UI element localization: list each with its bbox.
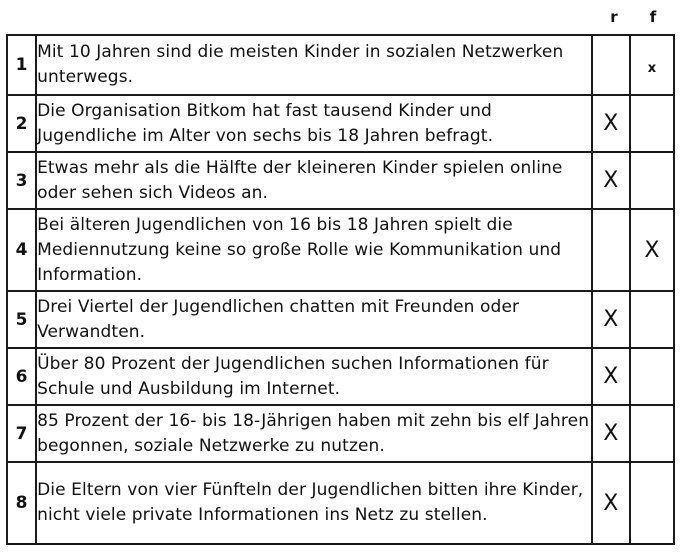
statement-text: Die Organisation Bitkom hat fast tausend Kinder und Jugendliche im Alter von sechs bis 18 Jahren befragt. [36, 95, 592, 152]
richtig-cell[interactable]: X [592, 291, 630, 348]
richtig-cell[interactable]: X [592, 348, 630, 405]
row-number: 6 [7, 348, 36, 405]
richtig-cell[interactable] [592, 209, 630, 291]
falsch-cell[interactable] [630, 405, 674, 462]
richtig-cell[interactable]: X [592, 152, 630, 209]
table-row [7, 209, 674, 291]
table-row [7, 462, 674, 544]
table-row [7, 95, 674, 152]
table-row [7, 405, 674, 462]
column-header-r: r [610, 8, 618, 26]
falsch-mark: x [647, 60, 657, 76]
row-number: 4 [7, 209, 36, 291]
row-number: 2 [7, 95, 36, 152]
statement-text: Die Eltern von vier Fünfteln der Jugendlichen bitten ihre Kinder, nicht viele private Informationen ins Netz zu stellen. [36, 462, 592, 544]
falsch-cell[interactable] [630, 291, 674, 348]
statement-text: Über 80 Prozent der Jugendlichen suchen Informationen für Schule und Ausbildung im Internet. [36, 348, 592, 405]
statement-text: Bei älteren Jugendlichen von 16 bis 18 Jahren spielt die Mediennutzung keine so große Rolle wie Kommunikation und Information. [36, 209, 592, 291]
row-number: 7 [7, 405, 36, 462]
richtig-cell[interactable]: X [592, 405, 630, 462]
falsch-cell[interactable]: X [630, 209, 674, 291]
table-row [7, 291, 674, 348]
richtig-cell[interactable] [592, 35, 630, 95]
falsch-cell[interactable] [630, 348, 674, 405]
statement-text: Drei Viertel der Jugendlichen chatten mit Freunden oder Verwandten. [36, 291, 592, 348]
falsch-cell[interactable] [630, 462, 674, 544]
falsch-cell[interactable] [630, 152, 674, 209]
true-false-table [6, 34, 675, 545]
falsch-cell[interactable] [630, 95, 674, 152]
statement-text: 85 Prozent der 16- bis 18-Jährigen haben mit zehn bis elf Jahren begonnen, soziale Netzwerke zu nutzen. [36, 405, 592, 462]
table-row [7, 152, 674, 209]
statement-text: Mit 10 Jahren sind die meisten Kinder in sozialen Netzwerken unterwegs. [36, 35, 592, 95]
table-row [7, 348, 674, 405]
richtig-cell[interactable]: X [592, 462, 630, 544]
richtig-cell[interactable]: X [592, 95, 630, 152]
table-row [7, 35, 674, 95]
table-header [0, 8, 684, 34]
statement-text: Etwas mehr als die Hälfte der kleineren Kinder spielen online oder sehen sich Videos an. [36, 152, 592, 209]
row-number: 3 [7, 152, 36, 209]
row-number: 5 [7, 291, 36, 348]
row-number: 8 [7, 462, 36, 544]
column-header-f: f [649, 8, 657, 26]
row-number: 1 [7, 35, 36, 95]
falsch-cell[interactable] [630, 35, 674, 95]
